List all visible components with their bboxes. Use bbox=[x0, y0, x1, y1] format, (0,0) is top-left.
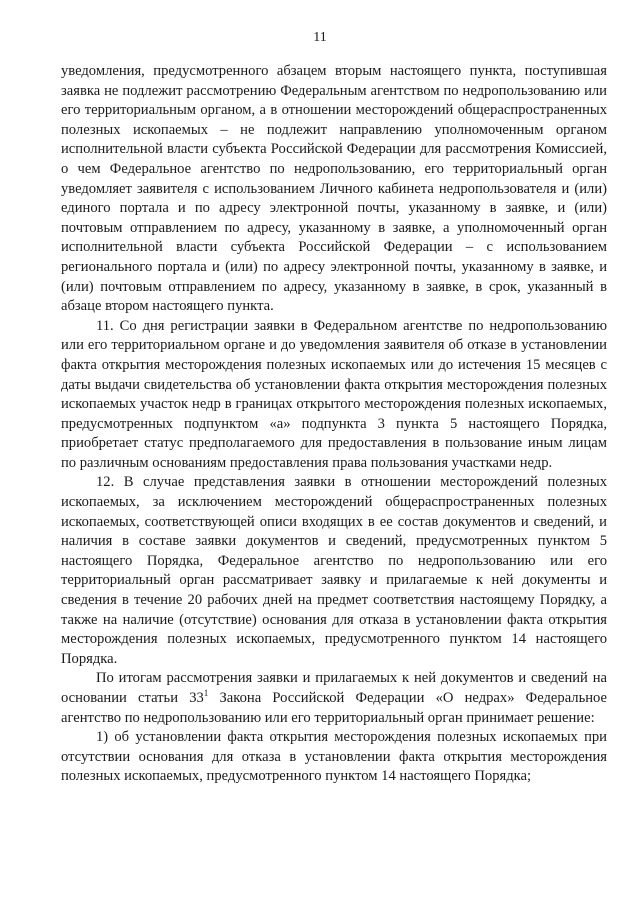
review-results-text-start: По итогам рассмотрения заявки и прилагаемых к ней документов и сведений на основании статьи 33 bbox=[61, 670, 607, 706]
page-number: 11 bbox=[313, 30, 327, 45]
document-body bbox=[61, 62, 607, 787]
paragraph-decision-1: 1) об установлении факта открытия месторождения полезных ископаемых при отсутствии основания для отказа в установлении факта открытия месторождения полезных ископаемых, предусмотренного пунктом 14 настоящего Порядка; bbox=[61, 729, 607, 785]
paragraph-clause-12: 12. В случае представления заявки в отношении месторождений полезных ископаемых, за исключением месторождений общераспространенных полезных ископаемых, соответствующей описи входящих в ее состав документов и сведений, и наличия в составе заявки документов и сведений, предусмотренных пунктом 5 настоящего Порядка, Федеральное агентство по недропользованию или его территориальный орган рассматривает заявку и прилагаемые к ней документы и сведения в течение 20 рабочих дней на предмет соответствия настоящему Порядку, а также на наличие (отсутствие) основания для отказа в установлении факта открытия месторождения полезных ископаемых, предусмотренного пунктом 14 настоящего Порядка. bbox=[61, 474, 607, 667]
paragraph-clause-11: 11. Со дня регистрации заявки в Федеральном агентстве по недропользованию или его территориальном органе и до уведомления заявителя об отказе в установлении факта открытия месторождения полезных ископаемых или до истечения 15 месяцев с даты выдачи свидетельства об установлении факта открытия месторождения полезных ископаемых участок недр в границах открытого месторождения полезных ископаемых, предусмотренных подпунктом «а» подпункта 3 пункта 5 настоящего Порядка, приобретает статус предполагаемого для предоставления в пользование иным лицам по различным основаниям предоставления права пользования участками недр. bbox=[61, 317, 607, 471]
paragraph-review-results bbox=[61, 669, 607, 728]
article-superscript: 1 bbox=[203, 688, 209, 699]
review-results-text-end: Закона Российской Федерации «О недрах» Федеральное агентство по недропользованию или его территориальный орган принимает решение: bbox=[61, 690, 608, 726]
paragraph-continuation: уведомления, предусмотренного абзацем вторым настоящего пункта, поступившая заявка не подлежит рассмотрению Федеральным агентством по недропользованию или его территориальным органом, а в отношении месторождений общераспространенных полезных ископаемых – не подлежит направлению уполномоченным органом исполнительной власти субъекта Российской Федерации для рассмотрения Комиссией, о чем Федеральное агентство по недропользованию, его территориальный орган уведомляет заявителя с использованием Личного кабинета недропользователя и (или) единого портала и по адресу электронной почты, указанному в заявке, и (или) почтовым отправлением по адресу, указанному в заявке, а уполномоченный орган исполнительной власти субъекта Российской Федерации – с использованием регионального портала и (или) по адресу электронной почты, указанному в заявке, и (или) почтовым отправлением по адресу, указанному в заявке, в срок, указанный в абзаце втором настоящего пункта. bbox=[61, 63, 607, 315]
